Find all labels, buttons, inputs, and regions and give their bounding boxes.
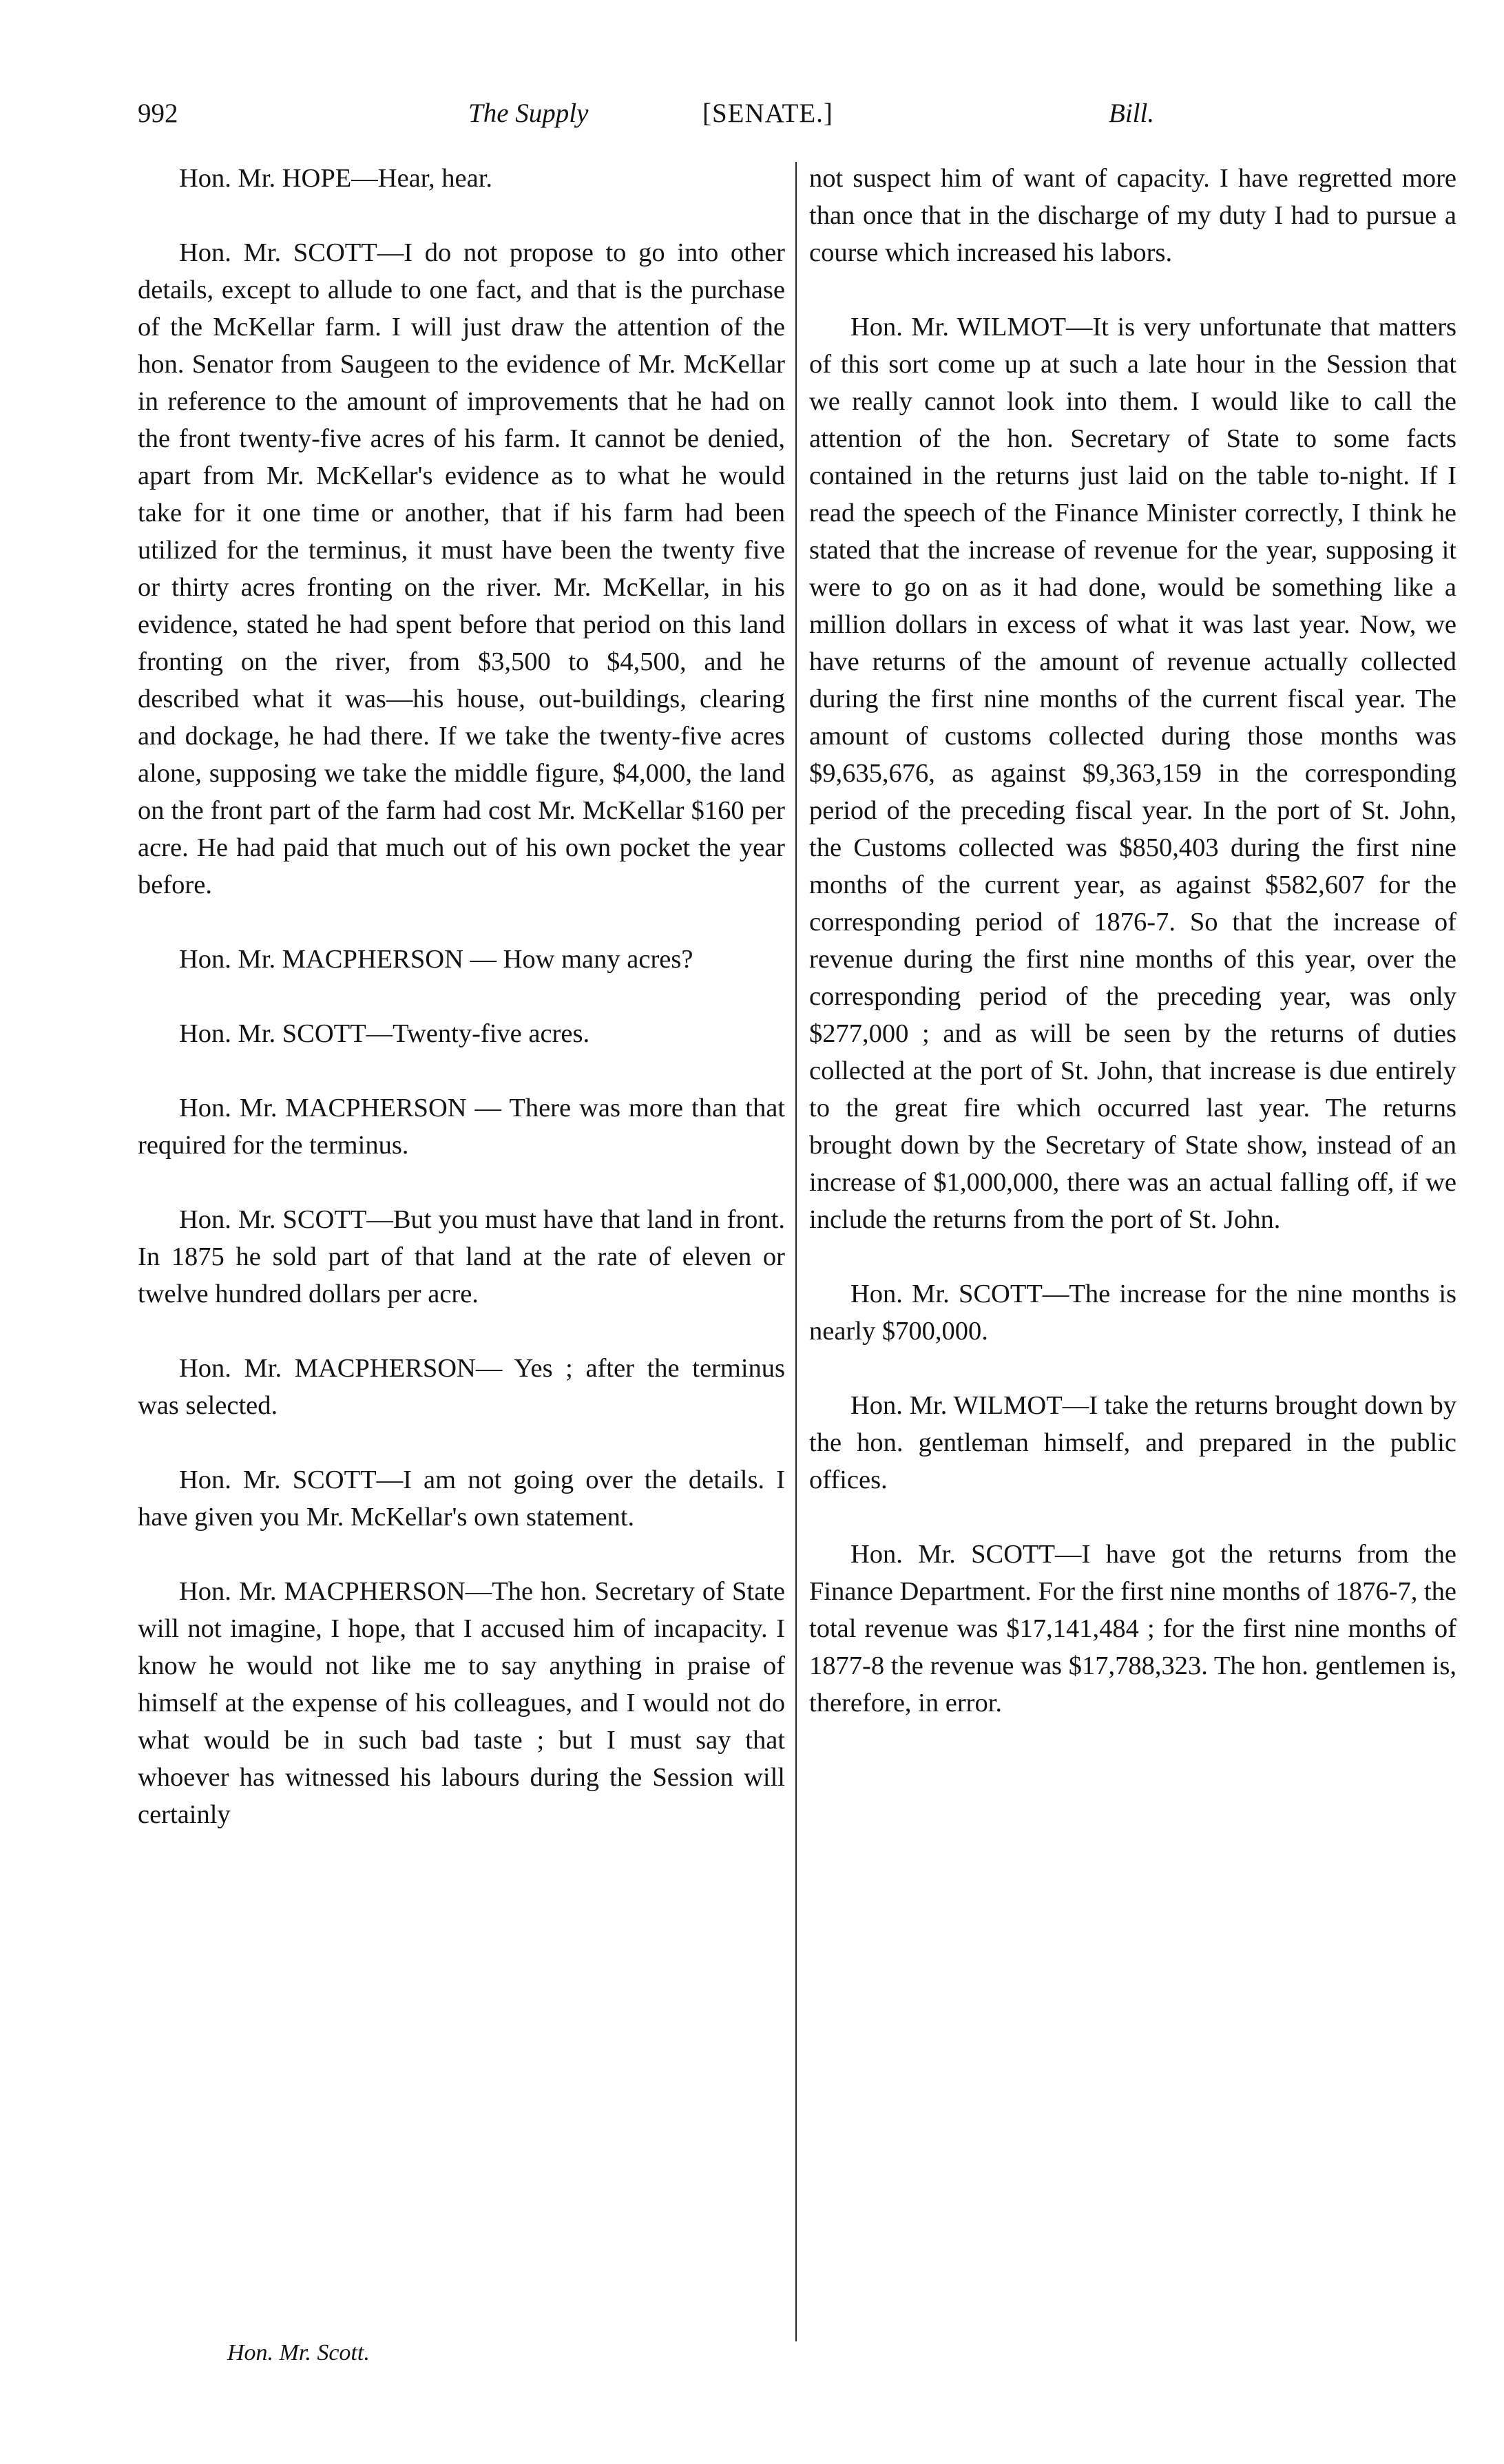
left-column — [138, 160, 785, 1833]
paragraph: Hon. Mr. SCOTT—I do not propose to go into other details, except to allude to one fact, and that is the purchase of the McKellar farm. I will just draw the attention of the hon. Senator from Saugeen to the evidence of Mr. McKellar in reference to the amount of improvements that he had on the front twenty-five acres of his farm. It cannot be denied, apart from Mr. McKellar's evidence as to what he would take for it one time or another, that if his farm had been utilized for the terminus, it must have been the twenty five or thirty acres fronting on the river. Mr. McKellar, in his evidence, stated he had spent before that period on this land fronting on the river, from $3,500 to $4,500, and he described what it was—his house, out-buildings, clearing and dockage, he had there. If we take the twenty-five acres alone, supposing we take the middle figure, $4,000, the land on the front part of the farm had cost Mr. McKellar $160 per acre. He had paid that much out of his own pocket the year before. — [138, 238, 785, 899]
bill-label: Bill. — [1109, 98, 1155, 128]
paragraph: Hon. Mr. WILMOT—It is very unfortunate that matters of this sort come up at such a late hour in the Session that we really cannot look into them. I would like to call the attention of the hon. Secretary of State to some facts contained in the returns just laid on the table to-night. If I read the speech of the Finance Minister correctly, I think he stated that the increase of revenue for the year, supposing it were to go on as it had done, would be something like a million dollars in excess of what it was last year. Now, we have returns of the amount of revenue actually collected during the first nine months of the current fiscal year. The amount of customs collected during those months was $9,635,676, as against $9,363,159 in the corresponding period of the preceding fiscal year. In the port of St. John, the Customs collected was $850,403 during the first nine months of the current year, as against $582,607 for the corresponding period of 1876-7. So that the increase of revenue during the first nine months of this year, over the corresponding period of the preceding year, was only $277,000 ; and as will be seen by the returns of duties collected at the port of St. John, that increase is due entirely to the great fire which occurred last year. The returns brought down by the Secretary of State show, instead of an increase of $1,000,000, there was an actual falling off, if we include the returns from the port of St. John. — [809, 313, 1456, 1234]
paragraph: Hon. Mr. MACPHERSON— Yes ; after the terminus was selected. — [138, 1354, 785, 1420]
house-label: [SENATE.] — [702, 98, 833, 128]
paragraph: Hon. Mr. SCOTT—I have got the returns from the Finance Department. For the first nine months of 1876-7, the total revenue was $17,141,484 ; for the first nine months of 1877-8 the revenue was $17,788,323. The hon. gentlemen is, therefore, in error. — [809, 1540, 1456, 1718]
page-header — [138, 98, 1446, 139]
paragraph: Hon. Mr. MACPHERSON—The hon. Secretary of State will not imagine, I hope, that I accused him of incapacity. I know he would not like me to say anything in praise of himself at the expense of his colleagues, and I would not do what would be in such bad taste ; but I must say that whoever has witnessed his labours during the Session will certainly — [138, 1577, 785, 1829]
paragraph-continued: not suspect him of want of capacity. I have regretted more than once that in the discharge of my duty I had to pursue a course which increased his labors. — [809, 164, 1456, 267]
paragraph: Hon. Mr. MACPHERSON — How many acres? — [179, 945, 693, 974]
paragraph: Hon. Mr. SCOTT—But you must have that land in front. In 1875 he sold part of that land at the rate of eleven or twelve hundred dollars per acre. — [138, 1205, 785, 1308]
publication-title: The Supply — [468, 98, 589, 128]
column-divider — [795, 162, 797, 2341]
paragraph: Hon. Mr. SCOTT—The increase for the nine months is nearly $700,000. — [809, 1280, 1456, 1346]
page-number: 992 — [138, 98, 178, 128]
catchword: Hon. Mr. Scott. — [227, 2340, 370, 2366]
right-column — [809, 160, 1456, 1722]
paragraph: Hon. Mr. WILMOT—I take the returns brought down by the hon. gentleman himself, and prepared in the public offices. — [809, 1391, 1456, 1494]
paragraph: Hon. Mr. HOPE—Hear, hear. — [179, 164, 493, 193]
paragraph: Hon. Mr. SCOTT—I am not going over the details. I have given you Mr. McKellar's own statement. — [138, 1465, 785, 1532]
paragraph: Hon. Mr. SCOTT—Twenty-five acres. — [179, 1019, 590, 1048]
paragraph: Hon. Mr. MACPHERSON — There was more than that required for the terminus. — [138, 1094, 785, 1160]
